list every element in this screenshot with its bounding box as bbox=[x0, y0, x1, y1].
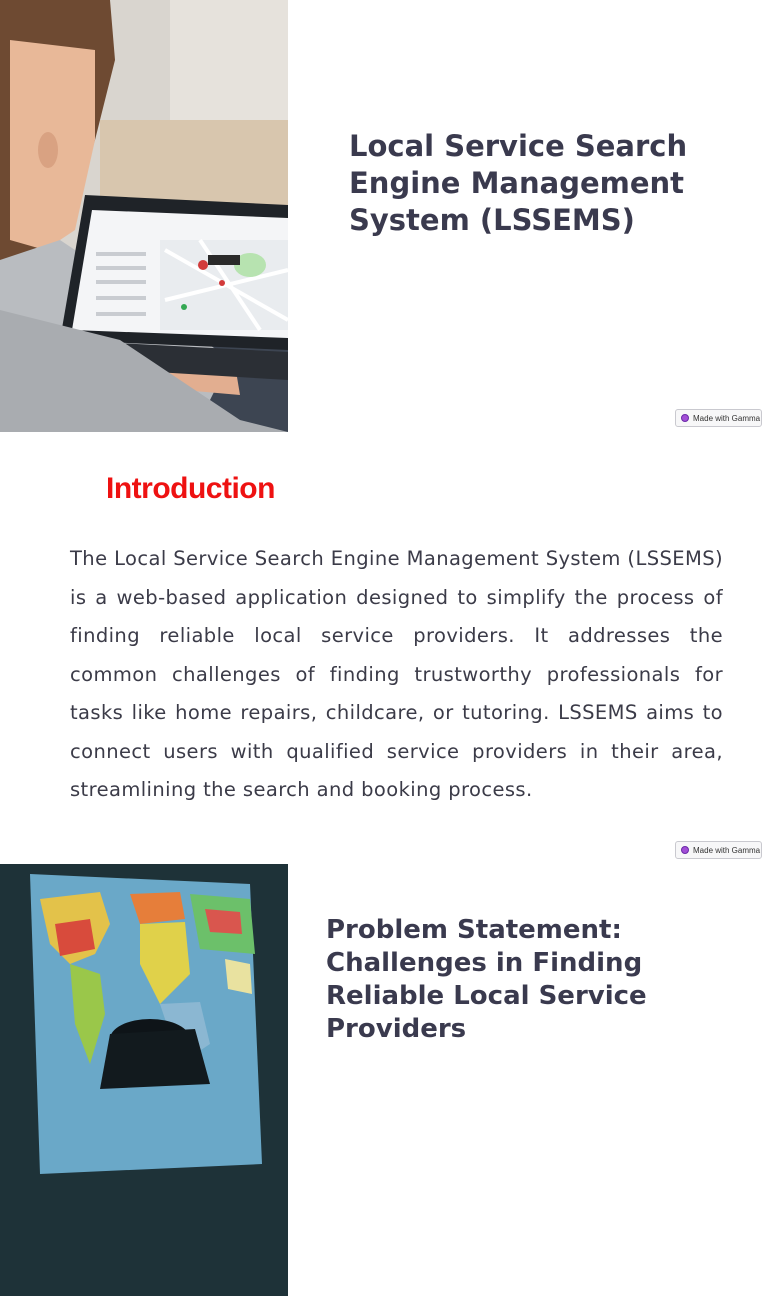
badge-label: Made with Gamma bbox=[693, 413, 761, 423]
gamma-logo-icon bbox=[681, 846, 689, 854]
world-map-photo bbox=[0, 864, 288, 1296]
world-map-illustration bbox=[0, 864, 288, 1296]
page-title: Local Service Search Engine Management System (LSSEMS) bbox=[349, 129, 688, 237]
laptop-user-illustration bbox=[0, 0, 288, 432]
introduction-body: The Local Service Search Engine Management System (LSSEMS) is a web-based application designed to simplify the process of finding reliable local service providers. It addresses the common challenges of finding trustworthy professionals for tasks like home repairs, childcare, or tutoring. LSSEMS aims to connect users with qualified service providers in their area, streamlining the search and booking process. bbox=[70, 547, 723, 801]
made-with-gamma-badge[interactable] bbox=[675, 841, 762, 859]
introduction-heading: Introduction bbox=[106, 472, 275, 505]
problem-statement-title: Problem Statement: Challenges in Finding Reliable Local Service Providers bbox=[326, 915, 647, 1044]
laptop-user-photo bbox=[0, 0, 288, 432]
badge-label: Made with Gamma bbox=[693, 845, 761, 855]
title-slide bbox=[0, 0, 768, 432]
made-with-gamma-badge[interactable] bbox=[675, 409, 762, 427]
gamma-logo-icon bbox=[681, 414, 689, 422]
problem-statement-slide bbox=[0, 864, 768, 1044]
introduction-slide bbox=[0, 432, 768, 864]
